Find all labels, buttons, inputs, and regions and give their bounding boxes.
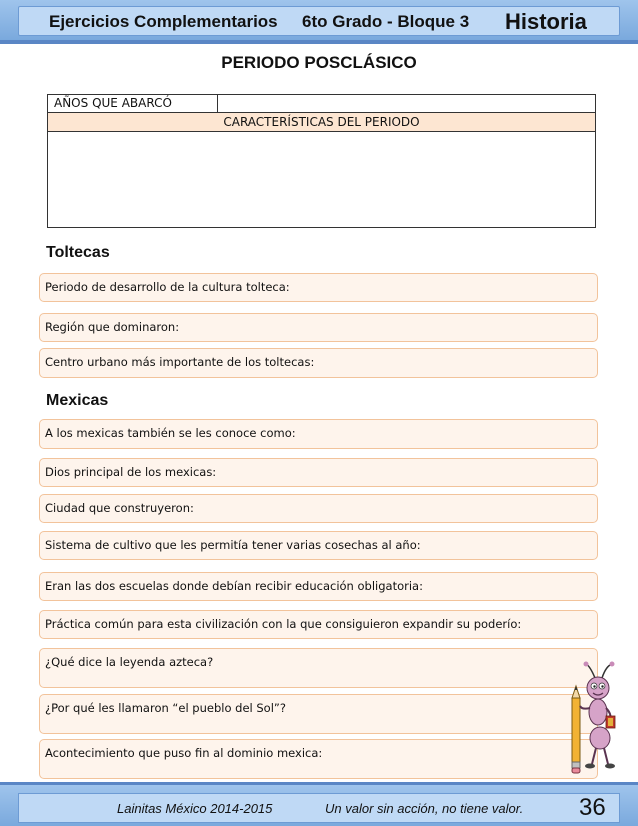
years-row [48, 95, 595, 113]
question-box[interactable] [39, 313, 598, 342]
question-box[interactable] [39, 648, 598, 688]
question-text: Centro urbano más importante de los toltecas: [45, 355, 315, 369]
years-answer-cell[interactable] [218, 95, 595, 112]
question-text: Ciudad que construyeron: [45, 501, 194, 515]
page-footer [0, 782, 638, 826]
header-course: Historia [505, 9, 587, 34]
period-table [47, 94, 596, 228]
question-text: Región que dominaron: [45, 320, 180, 334]
footer-credit: Lainitas México 2014-2015 [117, 801, 273, 816]
toltecas-heading: Toltecas [46, 244, 110, 261]
footer-band [18, 793, 620, 823]
header-band [18, 6, 620, 36]
question-text: Periodo de desarrollo de la cultura tolteca: [45, 280, 290, 294]
question-box[interactable] [39, 494, 598, 523]
mexicas-heading: Mexicas [46, 392, 109, 409]
question-box[interactable] [39, 610, 598, 639]
question-text: Eran las dos escuelas donde debían recibir educación obligatoria: [45, 579, 423, 593]
footer-motto: Un valor sin acción, no tiene valor. [325, 801, 524, 816]
question-text: Práctica común para esta civilización con la que consiguieron expandir su poderío: [45, 617, 522, 631]
header-subject-title: Ejercicios Complementarios [49, 12, 278, 31]
page-title: PERIODO POSCLÁSICO [221, 53, 417, 72]
question-box[interactable] [39, 531, 598, 560]
question-box[interactable] [39, 694, 598, 734]
characteristics-header: CARACTERÍSTICAS DEL PERIODO [48, 113, 595, 132]
question-text: ¿Qué dice la leyenda azteca? [45, 655, 214, 669]
characteristics-answer-area[interactable] [48, 132, 595, 227]
question-text: Dios principal de los mexicas: [45, 465, 217, 479]
question-box[interactable] [39, 572, 598, 601]
question-text: Acontecimiento que puso fin al dominio mexica: [45, 746, 323, 760]
question-text: Sistema de cultivo que les permitía tener varias cosechas al año: [45, 538, 421, 552]
ant-with-pencil-illustration [562, 660, 622, 780]
question-box[interactable] [39, 739, 598, 779]
question-box[interactable] [39, 419, 598, 449]
question-box[interactable] [39, 348, 598, 378]
years-label: AÑOS QUE ABARCÓ [48, 95, 218, 112]
question-text: A los mexicas también se les conoce como: [45, 426, 296, 440]
question-box[interactable] [39, 458, 598, 487]
page-number: 36 [579, 794, 606, 821]
question-box[interactable] [39, 273, 598, 302]
question-text: ¿Por qué les llamaron “el pueblo del Sol”? [45, 701, 286, 715]
page-header [0, 0, 638, 44]
header-grade-block: 6to Grado - Bloque 3 [302, 12, 470, 31]
